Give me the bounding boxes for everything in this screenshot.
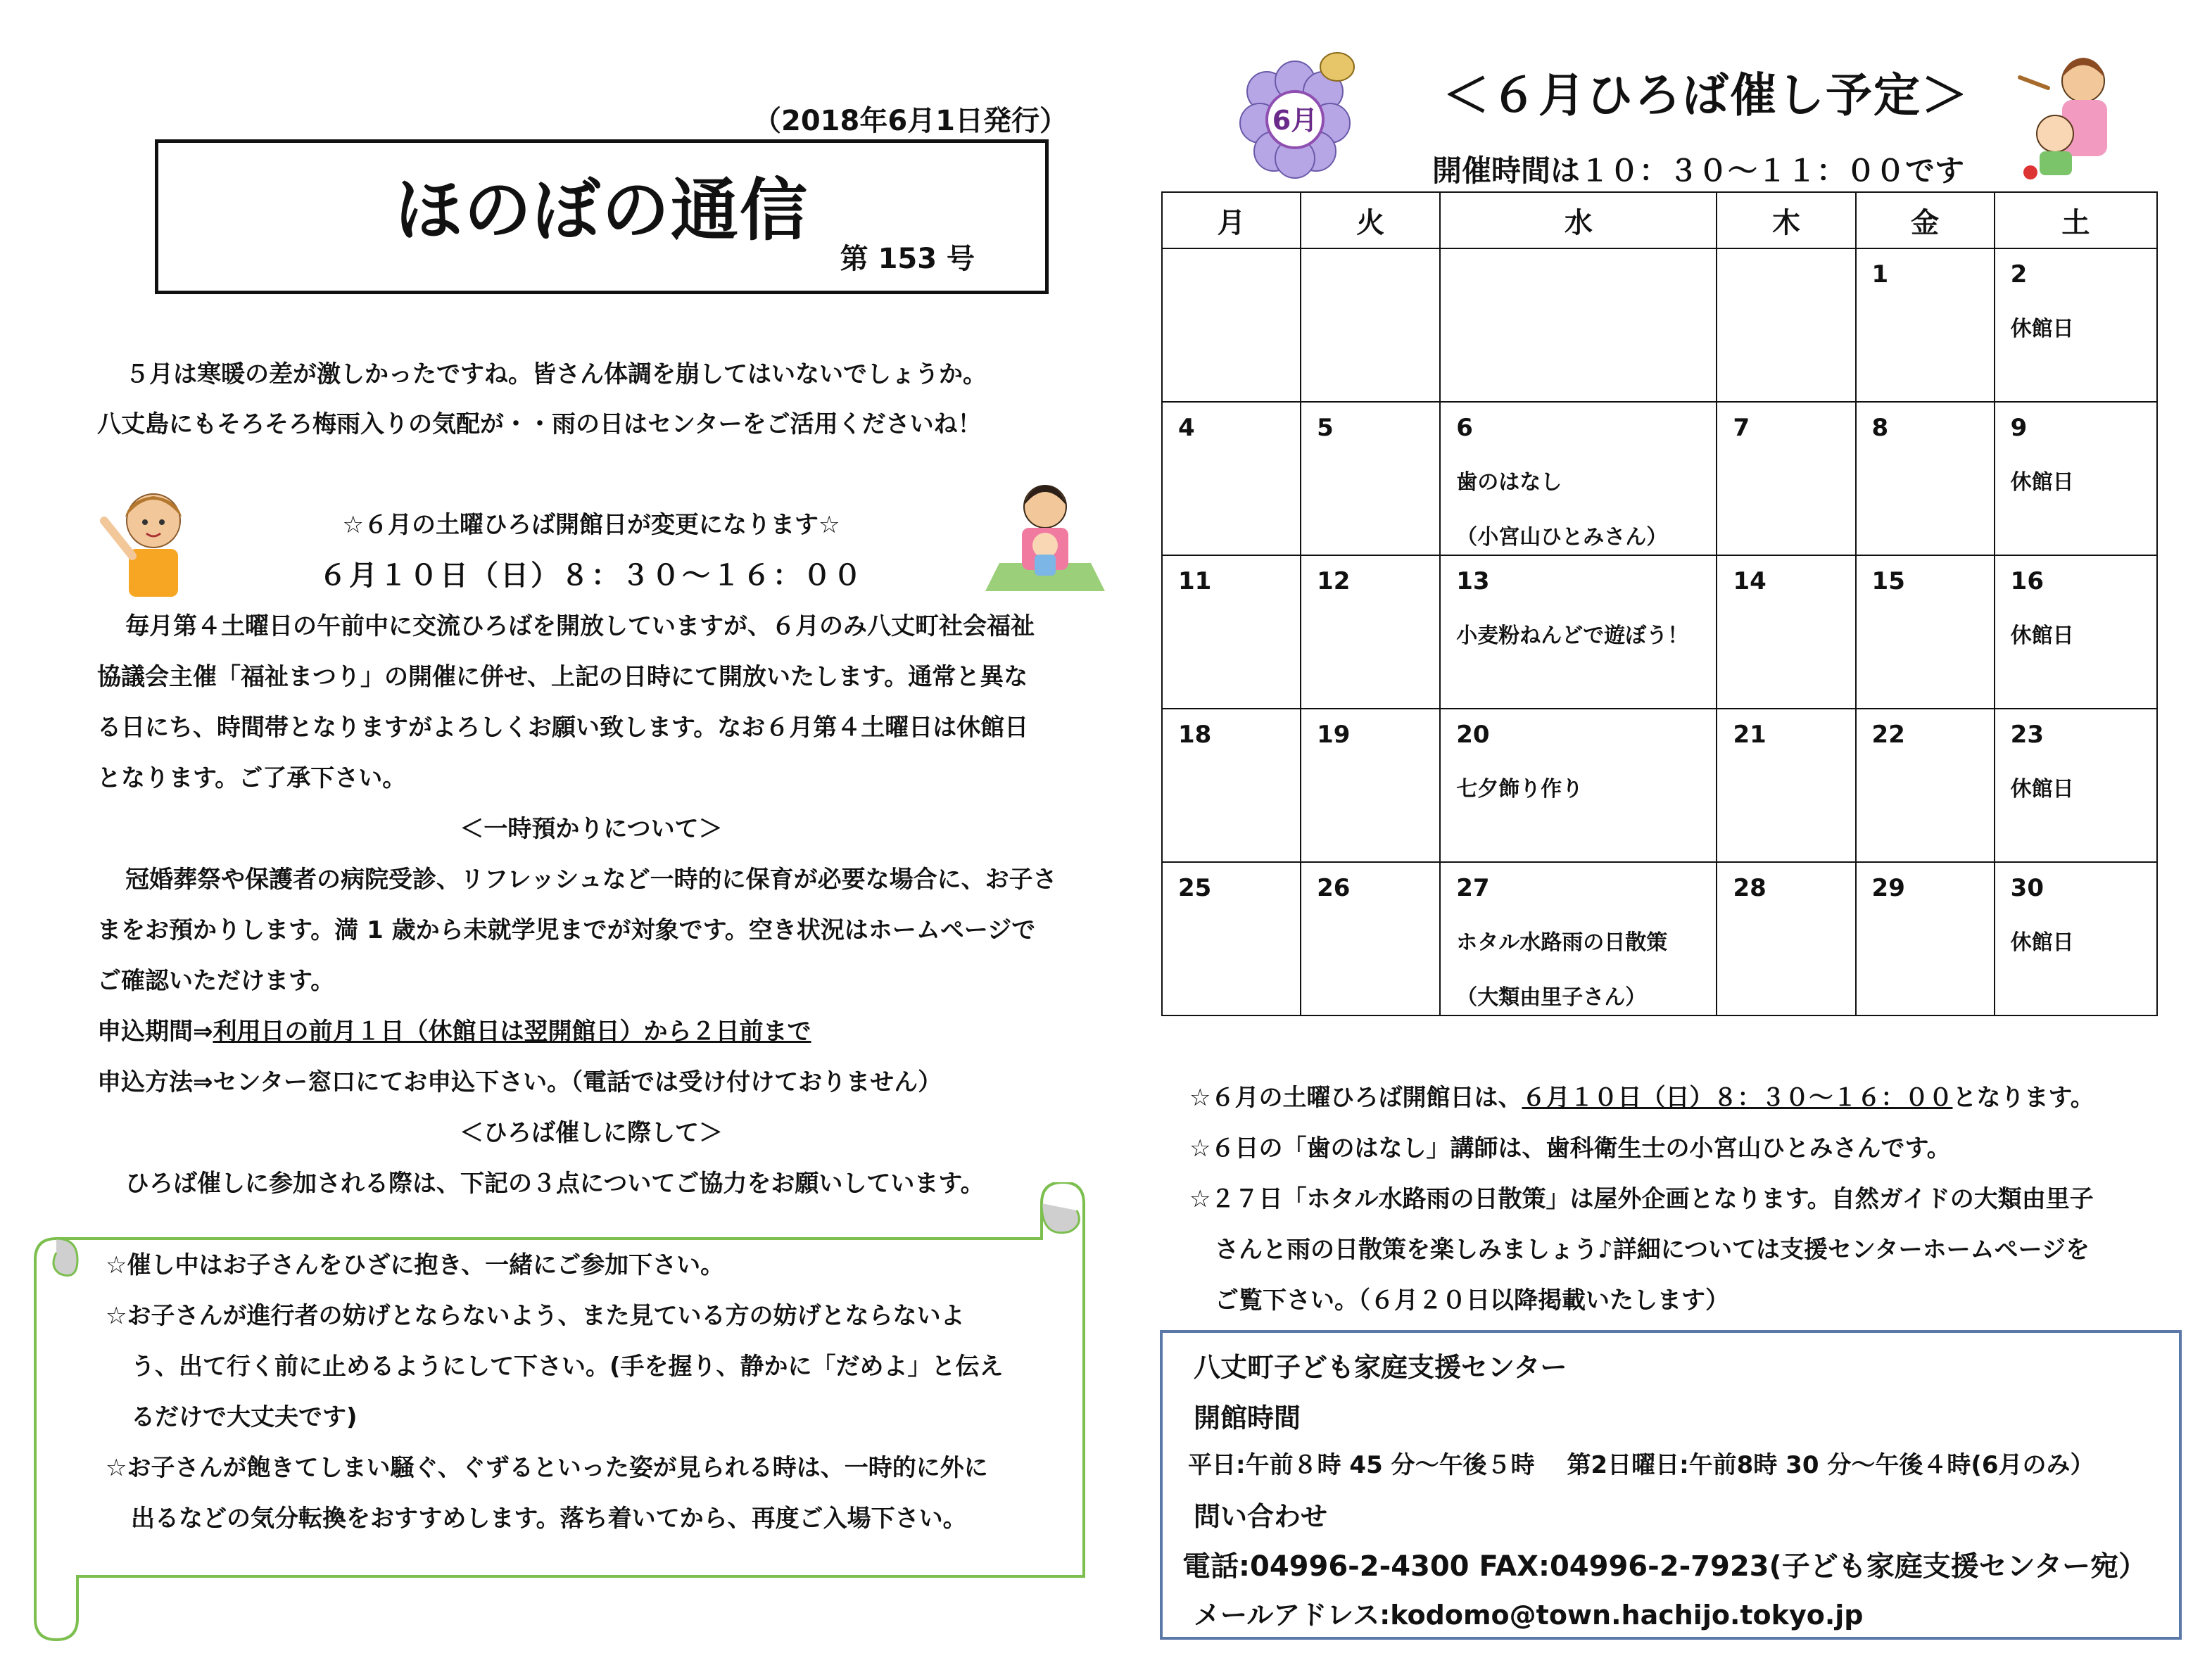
- day-number: 16: [2010, 567, 2044, 595]
- scroll-line-1: ☆催し中はお子さんをひざに抱き、一緒にご参加下さい。: [106, 1251, 725, 1279]
- calendar-day-cell: [1856, 402, 1995, 555]
- schedule-title: ＜６月ひろば催し予定＞: [1443, 68, 1969, 122]
- calendar-day-cell: [1162, 709, 1301, 862]
- day-number: [1178, 260, 1300, 289]
- weekday-tue: 火: [1301, 192, 1440, 248]
- issue-date: （2018年6月1日発行）: [753, 105, 1068, 137]
- calendar-week-row: [1162, 709, 2157, 862]
- day-number: 6: [1456, 414, 1473, 442]
- notice-body-2: 協議会主催「福祉まつり」の開催に併せ、上記の日時にて開放いたします。通常と異な: [97, 663, 1028, 691]
- day-event: 小麦粉ねんどで遊ぼう！: [1456, 624, 1689, 648]
- calendar-week-row: [1162, 555, 2157, 709]
- center-info-box: [1160, 1330, 2182, 1640]
- scroll-line-6: 出るなどの気分転換をおすすめします。落ち着いてから、再度ご入場下さい。: [131, 1505, 967, 1533]
- day-event: 休館日: [2010, 930, 2074, 955]
- notice-body-3: る日にち、時間帯となりますがよろしくお願い致します。なお６月第４土曜日は休館日: [97, 714, 1029, 742]
- scroll-line-2: ☆お子さんが進行者の妨げとならないよう、また見ている方の妨げとならないよ: [106, 1302, 965, 1330]
- day-number: 8: [1871, 414, 1889, 442]
- weekday-thu: 木: [1717, 192, 1855, 248]
- info-contact-label: 問い合わせ: [1194, 1501, 1328, 1532]
- day-number: [1733, 260, 1854, 289]
- note-1-date: ６月１０日（日）８：３０～１６：００: [1522, 1084, 1953, 1112]
- notice-heading: ☆６月の土曜ひろば開館日が変更になります☆: [342, 511, 840, 539]
- woman-waving-illustration: [90, 486, 203, 598]
- calendar-day-cell: [1717, 862, 1855, 1015]
- temp-care-body-1: 冠婚葬祭や保護者の病院受診、リフレッシュなど一時的に保育が必要な場合に、お子さ: [125, 866, 1057, 894]
- calendar-day-cell: [1856, 709, 1995, 862]
- day-number: 26: [1317, 874, 1351, 902]
- calendar-day-cell: [1717, 248, 1855, 402]
- apply-method: 申込方法⇒センター窓口にてお申込下さい。（電話では受け付けておりません）: [97, 1068, 942, 1096]
- day-number: 25: [1178, 874, 1212, 902]
- note-3: ☆２７日「ホタル水路雨の日散策」は屋外企画となります。自然ガイドの大類由里子: [1189, 1185, 2094, 1213]
- calendar-week-row: [1162, 248, 2157, 402]
- calendar-day-cell: [1440, 555, 1717, 709]
- scroll-line-4: るだけで大丈夫です): [131, 1403, 358, 1431]
- temp-care-body-2: まをお預かりします。満 1 歳から未就学児までが対象です。空き状況はホームページで: [97, 916, 1036, 944]
- day-number: 19: [1317, 721, 1351, 749]
- day-number: 30: [2010, 874, 2044, 902]
- calendar-day-cell: [1162, 402, 1301, 555]
- day-event: 七夕飾り作り: [1456, 777, 1584, 802]
- calendar-day-cell: [1301, 248, 1440, 402]
- mother-feeding-illustration: [2013, 49, 2132, 183]
- notice-date: ６月１０日（日）８：３０～１６：００: [319, 559, 864, 592]
- calendar-day-cell: [1440, 402, 1717, 555]
- day-event: 休館日: [2010, 777, 2074, 802]
- calendar-week-row: [1162, 862, 2157, 1015]
- calendar-day-cell: [1440, 248, 1717, 402]
- schedule-time: 開催時間は１０：３０～１１：００です: [1432, 153, 1965, 188]
- info-hours: 平日:午前８時 45 分～午後５時 第2日曜日:午前8時 30 分～午後４時(6月のみ）: [1188, 1451, 2094, 1479]
- calendar-day-cell: [1440, 709, 1717, 862]
- day-number: 2: [2010, 260, 2028, 289]
- calendar-table: [1161, 191, 2158, 1016]
- day-number: 29: [1871, 874, 1905, 902]
- calendar-day-cell: [1301, 555, 1440, 709]
- hydrangea-month-badge: [1225, 42, 1372, 183]
- notice-body-1: 毎月第４土曜日の午前中に交流ひろばを開放していますが、６月のみ八丈町社会福祉: [125, 612, 1035, 640]
- day-number: [1456, 260, 1716, 289]
- info-email: メールアドレス:kodomo@town.hachijo.tokyo.jp: [1194, 1600, 1864, 1631]
- calendar-day-cell: [1995, 555, 2157, 709]
- day-number: 22: [1871, 721, 1905, 749]
- day-number: 5: [1317, 414, 1334, 442]
- day-number: 28: [1733, 874, 1767, 902]
- day-number: 1: [1871, 260, 1889, 289]
- issue-number: 第 153 号: [840, 243, 975, 275]
- day-event: ホタル水路雨の日散策: [1456, 930, 1668, 955]
- event-heading: ＜ひろば催しに際して＞: [460, 1119, 723, 1147]
- info-org: 八丈町子ども家庭支援センター: [1194, 1352, 1567, 1383]
- day-number: 20: [1456, 721, 1490, 749]
- note-1-post: となります。: [1952, 1084, 2094, 1112]
- info-hours-label: 開館時間: [1194, 1403, 1301, 1434]
- day-number: 11: [1178, 567, 1212, 595]
- apply-period: [97, 1019, 811, 1044]
- calendar-day-cell: [1995, 709, 2157, 862]
- day-number: 9: [2010, 414, 2028, 442]
- day-number: 27: [1456, 874, 1490, 902]
- mother-baby-illustration: [978, 479, 1112, 598]
- notice-body-4: となります。ご了承下さい。: [97, 764, 407, 792]
- calendar-day-cell: [1440, 862, 1717, 1015]
- note-4: さんと雨の日散策を楽しみましょう♪詳細については支援センターホームページを: [1215, 1236, 2090, 1264]
- note-1-pre: ☆６月の土曜ひろば開館日は、: [1189, 1084, 1522, 1112]
- newsletter-title: ほのぼの通信: [395, 171, 809, 250]
- weekday-wed: 水: [1440, 192, 1717, 248]
- day-number: 21: [1733, 721, 1767, 749]
- day-event: 歯のはなし: [1456, 470, 1562, 495]
- calendar-day-cell: [1995, 862, 2157, 1015]
- note-2: ☆６日の「歯のはなし」講師は、歯科衛生士の小宮山ひとみさんです。: [1189, 1134, 1951, 1163]
- weekday-sat: 土: [1995, 192, 2157, 248]
- day-event-detail: （大類由里子さん）: [1456, 985, 1647, 1010]
- apply-period-value: 利用日の前月１日（休館日は翌開館日）から２日前まで: [213, 1018, 811, 1046]
- weekday-mon: 月: [1162, 192, 1301, 248]
- calendar-day-cell: [1856, 248, 1995, 402]
- calendar-day-cell: [1856, 862, 1995, 1015]
- day-number: 15: [1871, 567, 1905, 595]
- temp-care-body-3: ご確認いただけます。: [97, 967, 335, 995]
- calendar-day-cell: [1301, 402, 1440, 555]
- day-number: 14: [1733, 567, 1767, 595]
- calendar-day-cell: [1162, 555, 1301, 709]
- scroll-line-5: ☆お子さんが飽きてしまい騒ぐ、ぐずるといった姿が見られる時は、一時的に外に: [106, 1454, 988, 1482]
- month-badge-text: 6月: [1272, 105, 1318, 136]
- scroll-line-3: う、出て行く前に止めるようにして下さい。(手を握り、静かに「だめよ」と伝え: [131, 1353, 1004, 1381]
- day-number: 18: [1178, 721, 1212, 749]
- calendar-day-cell: [1162, 862, 1301, 1015]
- calendar-day-cell: [1717, 402, 1855, 555]
- temp-care-heading: ＜一時預かりについて＞: [460, 815, 723, 843]
- intro-line-2: 八丈島にもそろそろ梅雨入りの気配が・・雨の日はセンターをご活用くださいね！: [97, 410, 982, 438]
- calendar-day-cell: [1301, 709, 1440, 862]
- calendar-day-cell: [1717, 555, 1855, 709]
- day-number: [1317, 260, 1439, 289]
- day-number: 12: [1317, 567, 1351, 595]
- calendar-day-cell: [1995, 248, 2157, 402]
- day-number: 4: [1178, 414, 1195, 442]
- day-event-detail: （小宮山ひとみさん）: [1456, 525, 1668, 550]
- title-box: [155, 139, 1049, 294]
- note-1: [1189, 1085, 2094, 1110]
- calendar-header-row: [1162, 192, 2157, 248]
- calendar-week-row: [1162, 402, 2157, 555]
- day-number: 7: [1733, 414, 1750, 442]
- calendar-day-cell: [1301, 862, 1440, 1015]
- event-intro: ひろば催しに参加される際は、下記の３点についてご協力をお願いしています。: [125, 1170, 985, 1198]
- calendar-day-cell: [1995, 402, 2157, 555]
- day-number: 13: [1456, 567, 1490, 595]
- info-phone: 電話:04996-2-4300 FAX:04996-2-7923(子ども家庭支援センター宛）: [1182, 1550, 2147, 1583]
- calendar-day-cell: [1856, 555, 1995, 709]
- day-number: 23: [2010, 721, 2044, 749]
- day-event: 休館日: [2010, 317, 2074, 341]
- note-5: ご覧下さい。（６月２０日以降掲載いたします）: [1215, 1286, 1729, 1315]
- calendar-day-cell: [1162, 248, 1301, 402]
- intro-line-1: ５月は寒暖の差が激しかったですね。皆さん体調を崩してはいないでしょうか。: [125, 360, 987, 388]
- weekday-fri: 金: [1856, 192, 1995, 248]
- day-event: 休館日: [2010, 470, 2074, 495]
- day-event: 休館日: [2010, 624, 2074, 648]
- calendar-day-cell: [1717, 709, 1855, 862]
- apply-period-label: 申込期間⇒: [97, 1018, 213, 1046]
